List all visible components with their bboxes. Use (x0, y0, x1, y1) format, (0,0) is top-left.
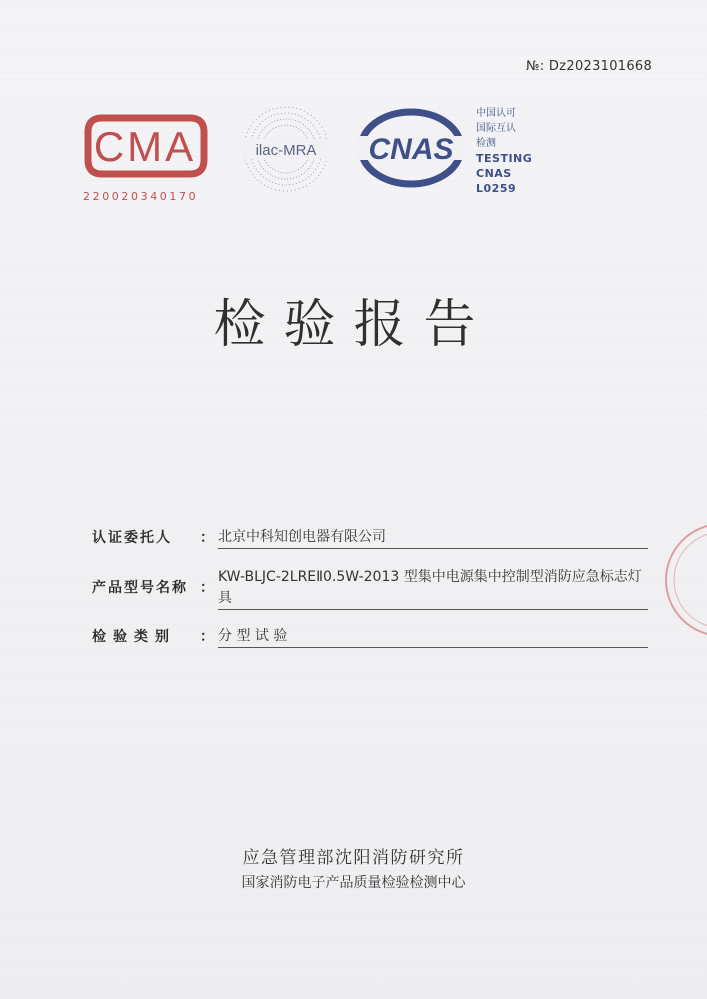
footer-organization: 应急管理部沈阳消防研究所 (242, 848, 465, 868)
cma-code: 220020340170 (83, 190, 199, 203)
field-test-type-value: 分 型 试 验 (218, 626, 648, 648)
field-client-value: 北京中科知创电器有限公司 (218, 527, 648, 549)
footer-testing-center: 国家消防电子产品质量检验检测中心 (241, 875, 466, 891)
cnas-line-1: 中国认可 (476, 108, 516, 119)
field-client-label: 认证委托人 (92, 530, 172, 546)
report-number: №: Dz2023101668 (526, 59, 653, 74)
cnas-testing: TESTING (476, 152, 533, 165)
report-title: 检验报告 (213, 295, 494, 355)
field-product-label: 产品型号名称 (92, 580, 188, 596)
cnas-accreditation-text (476, 106, 532, 196)
ilac-logo-text: ilac-MRA (255, 142, 317, 159)
red-seal-stamp (660, 520, 707, 640)
field-product-colon: ： (200, 580, 214, 596)
cma-logo (80, 110, 210, 182)
cnas-number: CNAS L0259 (476, 167, 517, 195)
cnas-line-3: 检测 (476, 138, 496, 149)
field-product-value: KW-BLJC-2LREⅡ0.5W-2013 型集中电源集中控制型消防应急标志灯具 (218, 567, 648, 610)
field-test-type-label: 检验类别 (92, 629, 176, 645)
field-client-colon: ： (200, 530, 214, 546)
ilac-mra-logo (240, 103, 332, 195)
cma-logo-text: CMA (93, 123, 197, 170)
cnas-logo (356, 108, 466, 188)
cnas-line-2: 国际互认 (476, 123, 516, 134)
cnas-logo-text: CNAS (368, 133, 454, 166)
field-test-type-colon: ： (200, 629, 214, 645)
